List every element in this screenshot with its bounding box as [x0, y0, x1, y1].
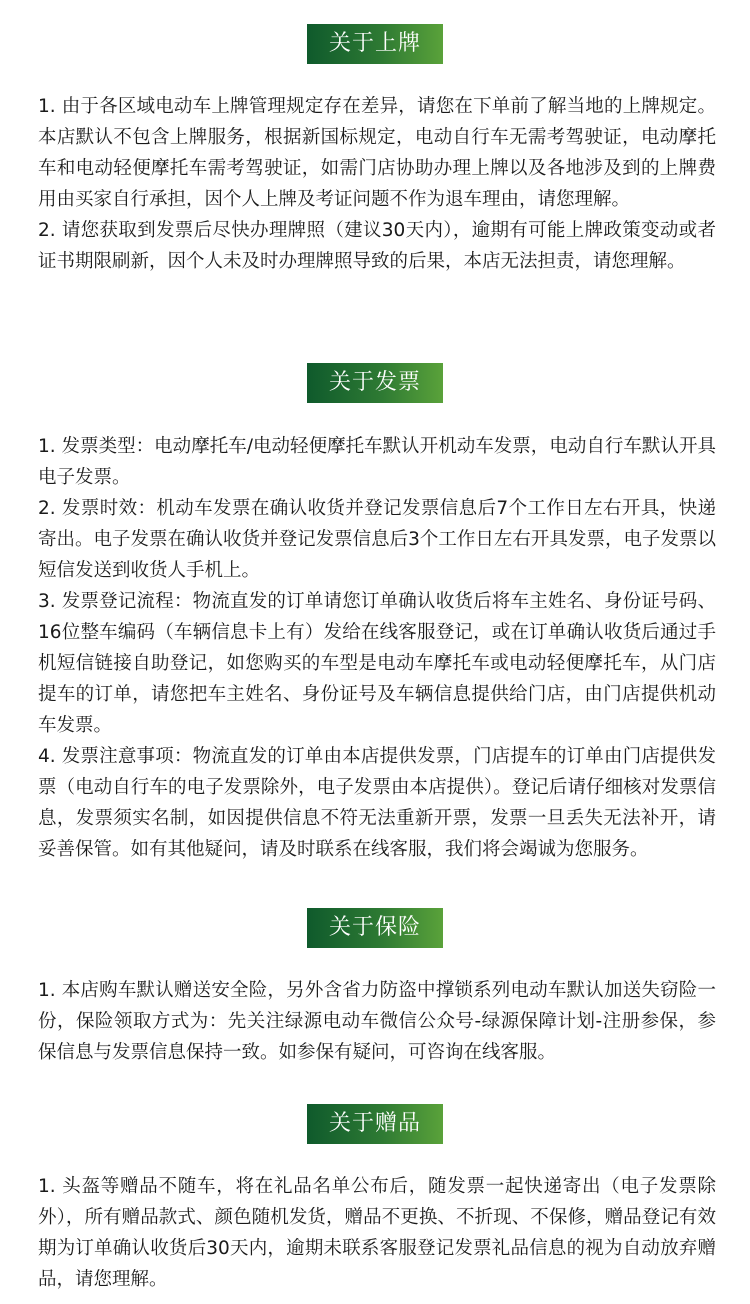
section-body: [38, 1171, 716, 1295]
section-title-invoice: 关于发票: [307, 363, 443, 403]
section-body: [38, 431, 716, 865]
paragraph: 1. 由于各区域电动车上牌管理规定存在差异，请您在下单前了解当地的上牌规定。本店默认不包含上牌服务，根据新国标规定，电动自行车无需考驾驶证，电动摩托车和电动轻便摩托车需考驾驶证，如需门店协助办理上牌以及各地涉及到的上牌费用由买家自行承担，因个人上牌及考证问题不作为退车理由，请您理解。: [38, 96, 716, 210]
section-title-wrap: [0, 908, 750, 948]
section-body: [38, 975, 716, 1068]
section-insurance: [0, 908, 750, 1068]
section-invoice: [0, 363, 750, 865]
section-title-wrap: [0, 24, 750, 64]
section-title-license-plates: 关于上牌: [307, 24, 443, 64]
section-license-plates: [0, 24, 750, 277]
paragraph: 2. 请您获取到发票后尽快办理牌照（建议30天内），逾期有可能上牌政策变动或者证书期限刷新，因个人未及时办理牌照导致的后果，本店无法担责，请您理解。: [38, 220, 716, 272]
paragraph: 1. 头盔等赠品不随车，将在礼品名单公布后，随发票一起快递寄出（电子发票除外），所有赠品款式、颜色随机发货，赠品不更换、不折现、不保修，赠品登记有效期为订单确认收货后30天内，逾期未联系客服登记发票礼品信息的视为自动放弃赠品，请您理解。: [38, 1176, 716, 1290]
section-title-wrap: [0, 363, 750, 403]
paragraph: 1. 本店购车默认赠送安全险，另外含省力防盗中撑锁系列电动车默认加送失窃险一份，保险领取方式为：先关注绿源电动车微信公众号-绿源保障计划-注册参保，参保信息与发票信息保持一致。如参保有疑问，可咨询在线客服。: [38, 980, 716, 1063]
section-gifts: [0, 1104, 750, 1295]
paragraph: 2. 发票时效：机动车发票在确认收货并登记发票信息后7个工作日左右开具，快递寄出。电子发票在确认收货并登记发票信息后3个工作日左右开具发票，电子发票以短信发送到收货人手机上。: [38, 498, 716, 581]
section-title-insurance: 关于保险: [307, 908, 443, 948]
paragraph: 1. 发票类型：电动摩托车/电动轻便摩托车默认开机动车发票，电动自行车默认开具电子发票。: [38, 436, 716, 488]
paragraph: 4. 发票注意事项：物流直发的订单由本店提供发票，门店提车的订单由门店提供发票（电动自行车的电子发票除外，电子发票由本店提供）。登记后请仔细核对发票信息，发票须实名制，如因提供信息不符无法重新开票，发票一旦丢失无法补开，请妥善保管。如有其他疑问，请及时联系在线客服，我们将会竭诚为您服务。: [38, 746, 716, 860]
section-body: [38, 91, 716, 277]
section-title-gifts: 关于赠品: [307, 1104, 443, 1144]
section-title-wrap: [0, 1104, 750, 1144]
paragraph: 3. 发票登记流程：物流直发的订单请您订单确认收货后将车主姓名、身份证号码、16位整车编码（车辆信息卡上有）发给在线客服登记，或在订单确认收货后通过手机短信链接自助登记，如您购买的车型是电动车摩托车或电动轻便摩托车，从门店提车的订单，请您把车主姓名、身份证号及车辆信息提供给门店，由门店提供机动车发票。: [38, 591, 716, 736]
